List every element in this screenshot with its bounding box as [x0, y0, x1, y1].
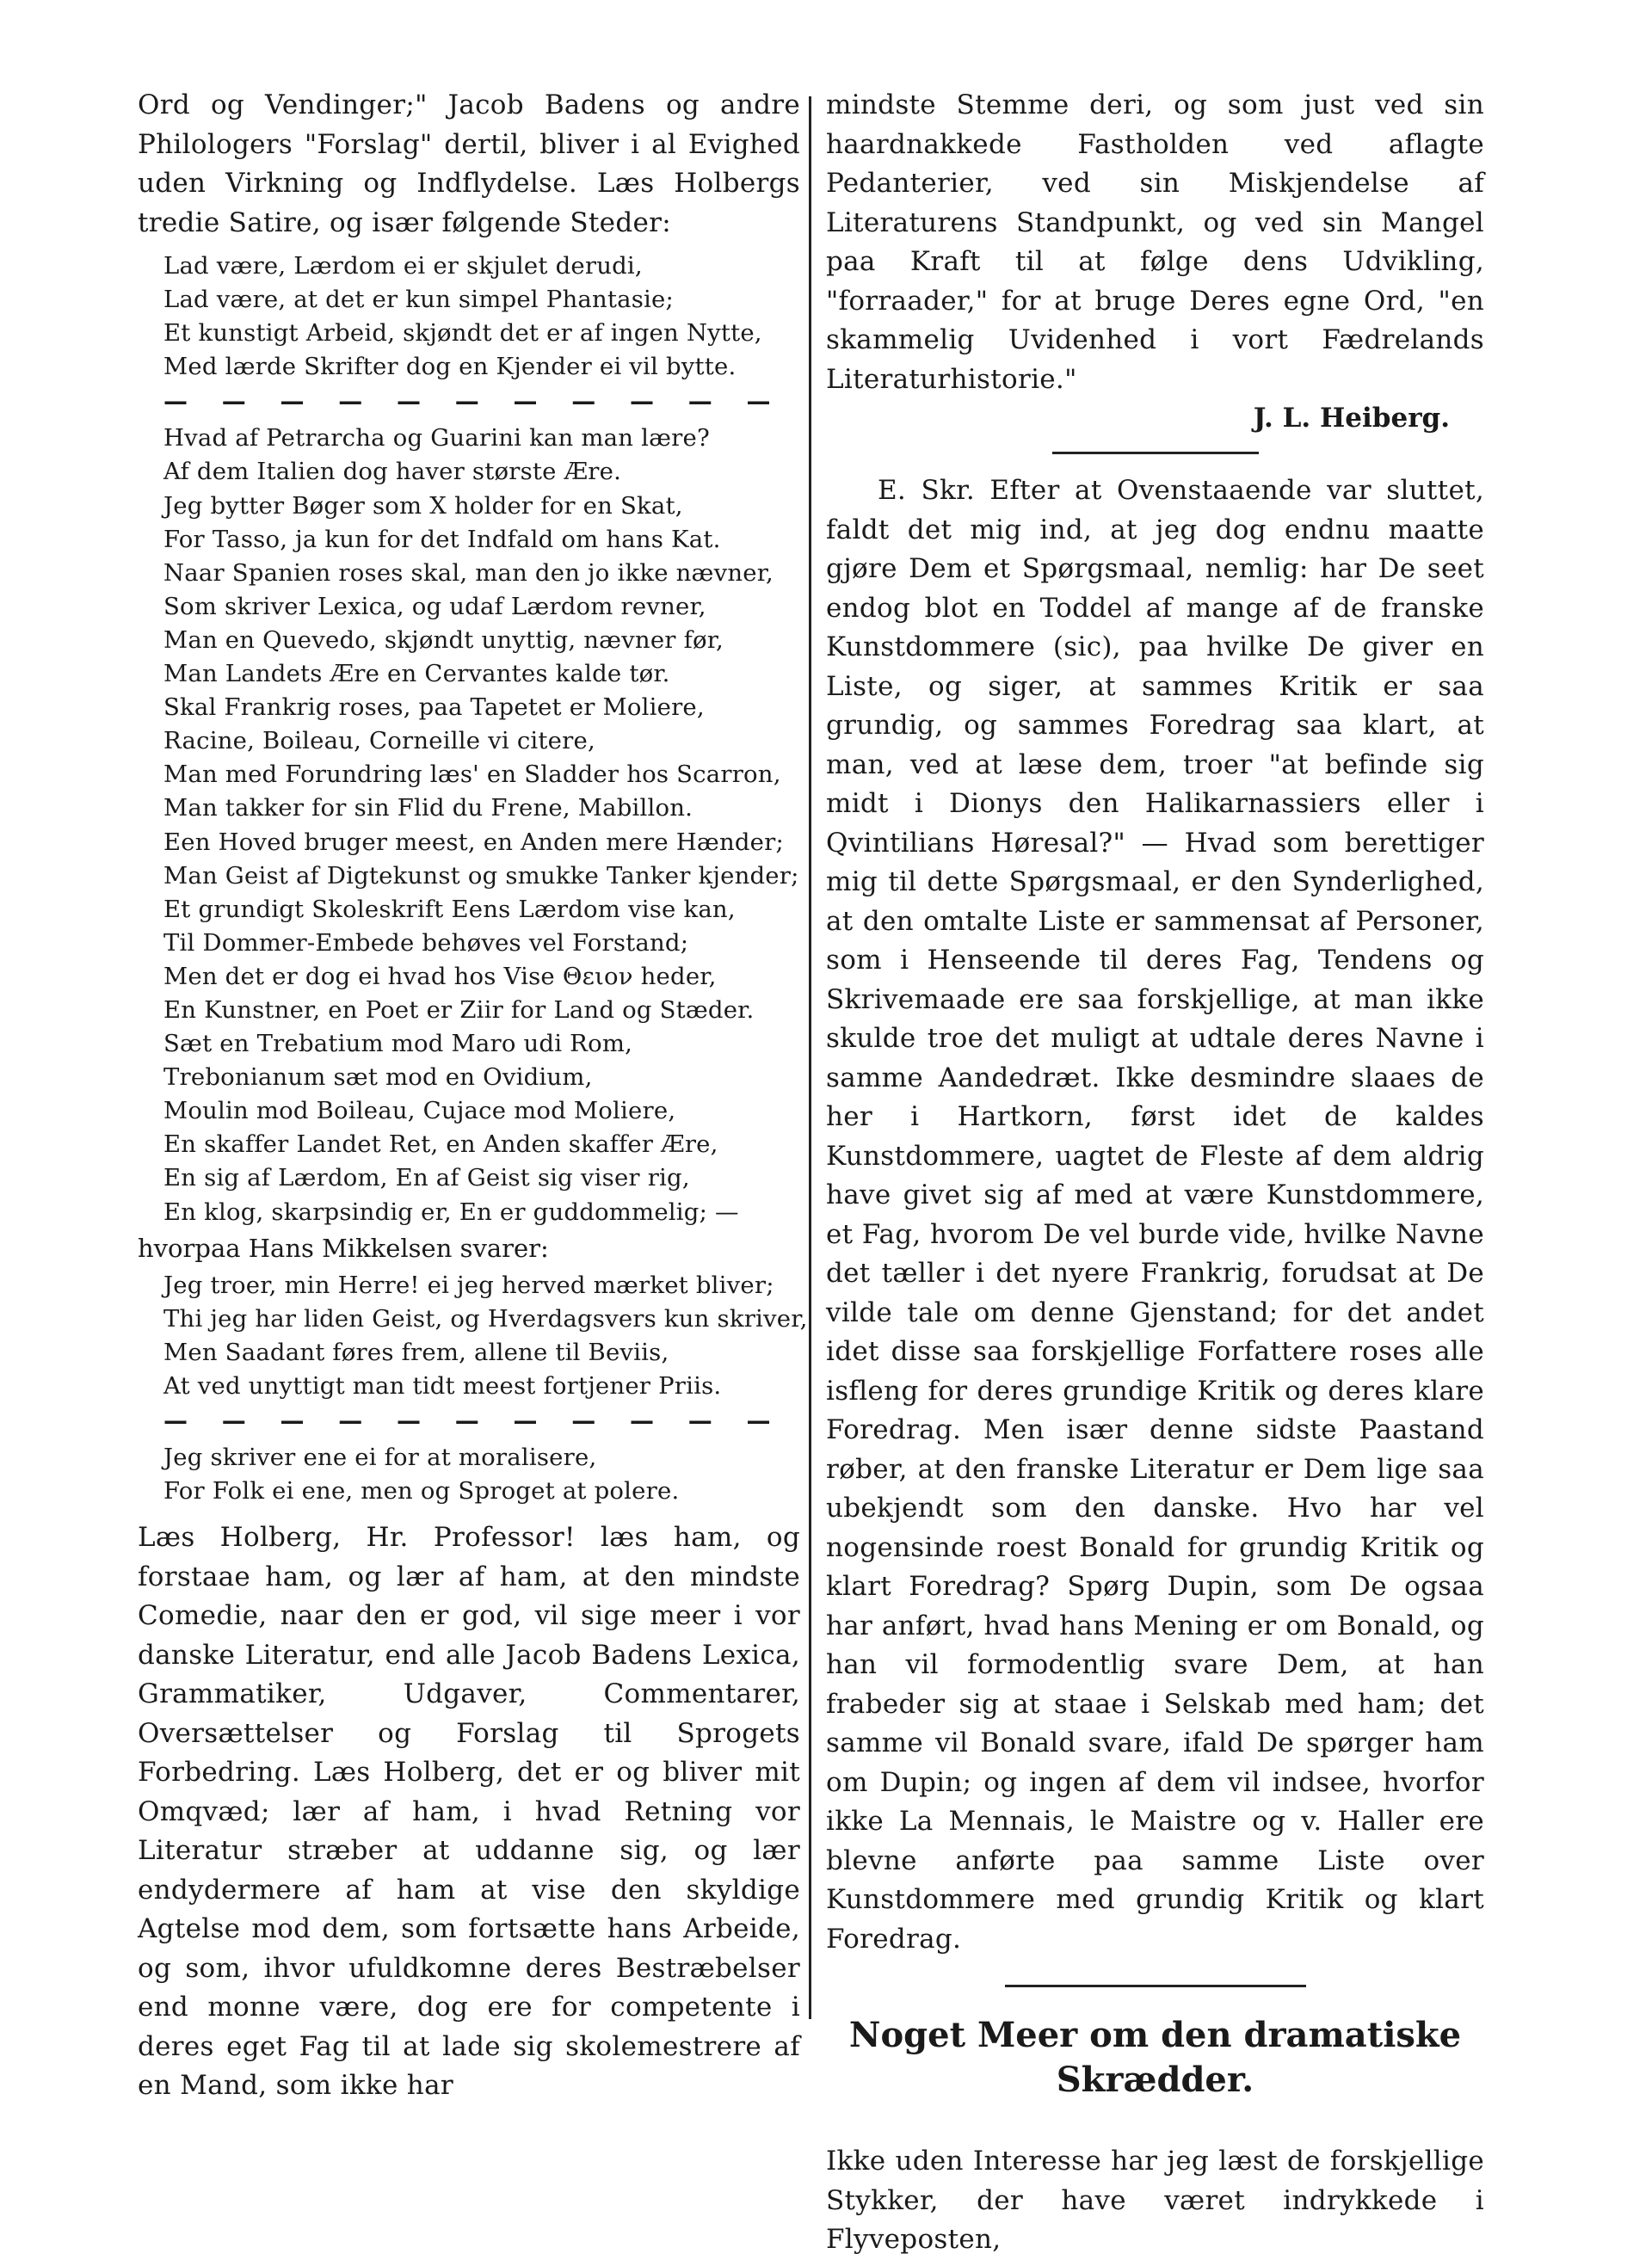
verse-line: Af dem Italien dog haver største Ære. — [163, 458, 622, 486]
postscript-paragraph: E. Skr. Efter at Ovenstaaende var sluttet, faldt det mig ind, at jeg dog endnu maatte gjøre Dem et Spørgsmaal, nemlig: har De seet endog blot en Toddel af mange af de franske Kunstdommere (sic), paa hvilke De giver en Liste, og siger, at sammes Kritik er saa grundig, og sammes Foredrag saa klart, at man, ved at læse dem, troer "at befinde sig midt i Dionys den Halikarnassiers eller i Qvintilians Høresal?" — Hvad som berettiger mig til dette Spørgsmaal, er den Synderlighed, at den omtalte Liste er sammensat af Personer, som i Henseende til deres Fag, Tendens og Skrivemaade ere saa forskjellige, at man ikke skulde troe det muligt at udtale deres Navne i samme Aandedræt. Ikke desmindre slaaes de her i Hartkorn, først idet de kaldes Kunstdommere, uagtet de Fleste af dem aldrig have givet sig af med at være Kunstdommere, et Fag, hvorom De vel burde vide, hvilke Navne det tæller i det nyere Frankrig, forudsat at De vilde tale om denne Gjenstand; for det andet idet disse saa forskjellige Forfattere roses alle isfleng for deres grundige Kritik og deres klare Foredrag. Men især denne sidste Paastand røber, at den franske Literatur er Dem lige saa ubekjendt som den danske. Hvo har vel nogensinde roest Bonald for grundig Kritik og klart Foredrag? Spørg Dupin, som De ogsaa har anført, hvad hans Mening er om Bonald, og han vil formodentlig svare Dem, at han frabeder sig at staae i Selskab med ham; det samme vil Bonald svare, ifald De spørger ham om Dupin; og ingen af dem vil indsee, hvorfor ikke La Mennais, le Maistre og v. Haller ere blevne anførte paa samme Liste over Kunstdommere med grundig Kritik og klart Foredrag. — [826, 475, 1484, 1955]
verse-line: En Kunstner, en Poet er Ziir for Land og Stæder. — [163, 995, 755, 1024]
verse-line: Med lærde Skrifter dog en Kjender ei vil bytte. — [163, 353, 737, 381]
verse-line: En sig af Lærdom, En af Geist sig viser rig, — [163, 1164, 690, 1192]
right-column — [826, 86, 1484, 2260]
verse-line: Til Dommer-Embede behøves vel Forstand; — [163, 928, 689, 957]
verse-line: Een Hoved bruger meest, en Anden mere Hænder; — [163, 828, 784, 856]
section-rule — [1005, 1985, 1306, 1987]
ellipsis-dashes: — — — — — — — — — — — — [163, 387, 784, 416]
closing-paragraph: Læs Holberg, Hr. Professor! læs ham, og forstaae ham, og lær af ham, at den mindste Comedie, naar den er god, vil sige meer i vor danske Literatur, end alle Jacob Badens Lexica, Grammatiker, Udgaver, Commentarer, Oversættelser og Forslag til Sprogets Forbedring. Læs Holberg, det er og bliver mit Omqvæd; lær af ham, i hvad Retning vor Literatur stræber at uddanne sig, og lær endydermere af ham at vise den skyldige Agtelse mod dem, som fortsætte hans Arbeide, og som, ihvor ufuldkomne deres Bestræbelser end monne være, dog ere for competente i deres eget Fag til at lade sig skolemestrere af en Mand, som ikke har — [138, 1522, 800, 2102]
left-intro-paragraph: Ord og Vendinger;" Jacob Badens og andre Philologers "Forslag" dertil, bliver i al Evighed uden Virkning og Indflydelse. Læs Holbergs tredie Satire, og især følgende Steder: — [138, 89, 800, 238]
verse-line: Et kunstigt Arbeid, skjøndt det er af ingen Nytte, — [163, 319, 762, 348]
verse-line: Jeg bytter Bøger som X holder for en Skat, — [163, 491, 683, 520]
verse-line: Racine, Boileau, Corneille vi citere, — [163, 727, 595, 755]
continuation-paragraph — [826, 86, 1484, 399]
verse-line: Lad være, Lærdom ei er skjulet derudi, — [163, 252, 643, 280]
verse-line: Jeg troer, min Herre! ei jeg herved mærket bliver; — [163, 1271, 774, 1299]
article-first-paragraph: Ikke uden Interesse har jeg læst de forskjellige Stykker, der have været indrykkede i Flyveposten, — [826, 2146, 1484, 2255]
verse-line: Sæt en Trebatium mod Maro udi Rom, — [163, 1030, 633, 1058]
verse-block-3 — [163, 1269, 808, 1403]
verse-block-1 — [163, 249, 800, 384]
verse-block-4 — [163, 1441, 800, 1508]
verse-line: Men det er dog ei hvad hos Vise Θειον heder, — [163, 962, 717, 990]
verse-line: Som skriver Lexica, og udaf Lærdom revner, — [163, 592, 706, 620]
column-divider — [809, 96, 811, 2019]
reply-intro-line: hvorpaa Hans Mikkelsen svarer: — [138, 1233, 549, 1263]
verse-line: Man med Forundring læs' en Sladder hos Scarron, — [163, 761, 781, 789]
verse-line: For Tasso, ja kun for det Indfald om hans Kat. — [163, 525, 721, 553]
signature: J. L. Heiberg. — [1253, 403, 1450, 434]
verse-line: Skal Frankrig roses, paa Tapetet er Moliere, — [163, 693, 705, 722]
verse-line: Man takker for sin Flid du Frene, Mabillon. — [163, 794, 693, 822]
verse-line: Naar Spanien roses skal, man den jo ikke nævner, — [163, 558, 774, 587]
verse-line: Man en Quevedo, skjøndt unyttig, nævner før, — [163, 625, 724, 654]
verse-line: Thi jeg har liden Geist, og Hverdagsvers kun skriver, — [163, 1304, 808, 1333]
verse-line: Trebonianum sæt mod en Ovidium, — [163, 1063, 593, 1092]
verse-line: Man Landets Ære en Cervantes kalde tør. — [163, 660, 670, 688]
verse-line: Jeg skriver ene ei for at moralisere, — [163, 1444, 597, 1471]
verse-line: Moulin mod Boileau, Cujace mod Moliere, — [163, 1097, 676, 1125]
verse-line: Lad være, at det er kun simpel Phantasie; — [163, 286, 674, 314]
verse-line: At ved unyttigt man tidt meest fortjener Priis. — [163, 1371, 722, 1400]
verse-line: Et grundigt Skoleskrift Eens Lærdom vise kan, — [163, 895, 736, 923]
verse-line: Men Saadant føres frem, allene til Beviis, — [163, 1338, 669, 1366]
ellipsis-dashes: — — — — — — — — — — — — [163, 1407, 784, 1435]
verse-line: Man Geist af Digtekunst og smukke Tanker kjender; — [163, 861, 799, 890]
article-heading: Noget Meer om den dramatiske Skrædder. — [848, 2015, 1462, 2100]
section-rule — [1052, 452, 1259, 454]
left-column — [138, 86, 808, 2106]
signature-line — [826, 399, 1484, 438]
verse-line: En klog, skarpsindig er, En er guddommelig; — — [163, 1198, 739, 1226]
verse-line: Hvad af Petrarcha og Guarini kan man lære? — [163, 424, 710, 453]
verse-line: For Folk ei ene, men og Sproget at polere. — [163, 1477, 680, 1506]
verse-line: En skaffer Landet Ret, en Anden skaffer Ære, — [163, 1130, 718, 1159]
continuation-text: mindste Stemme deri, og som just ved sin haardnakkede Fastholden ved aflagte Pedanterier, ved sin Miskjendelse af Literaturens Standpunkt, og ved sin Mangel paa Kraft til at følge dens Udvikling, "forraader," for at bruge Deres egne Ord, "en skammelig Uvidenhed i vort Fædrelands Literaturhistorie." — [826, 89, 1484, 395]
verse-block-2 — [163, 422, 800, 1229]
